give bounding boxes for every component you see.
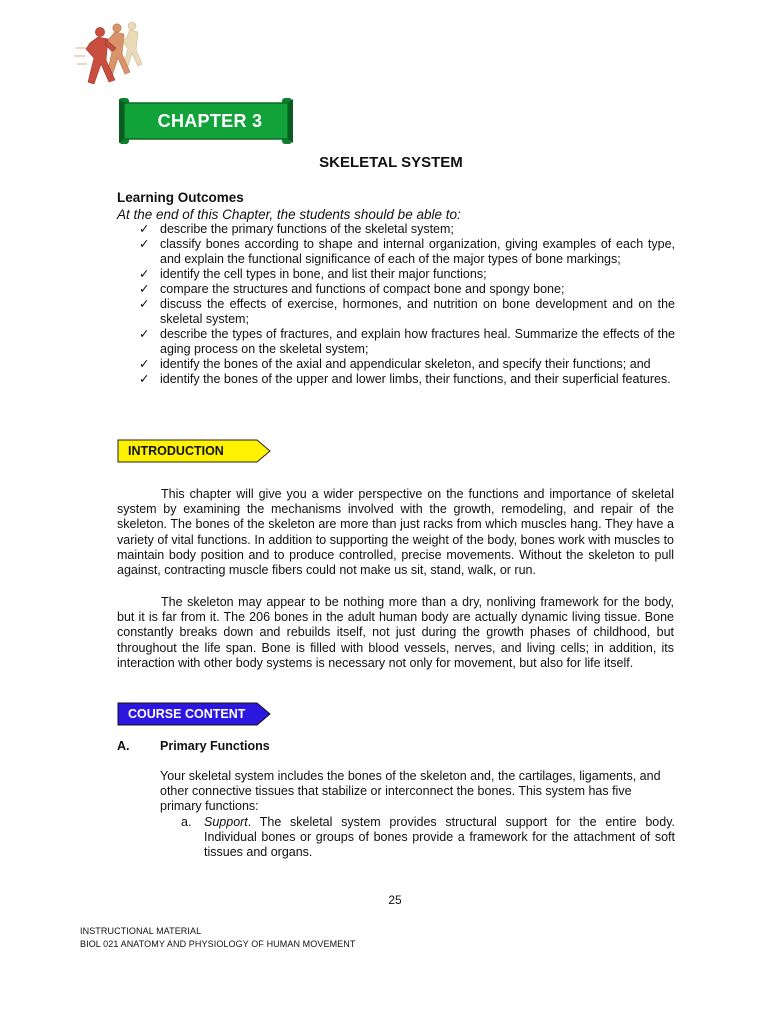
- introduction-tag: [117, 439, 271, 463]
- outcome-text: identify the cell types in bone, and list their major functions;: [160, 267, 487, 281]
- list-item: [139, 357, 675, 372]
- list-item: [139, 372, 675, 387]
- outcome-text: discuss the effects of exercise, hormones, and nutrition on bone development and on the skeletal system;: [160, 297, 675, 326]
- check-mark-icon: ✓: [139, 357, 150, 371]
- section-intro: Your skeletal system includes the bones of the skeleton and, the cartilages, ligaments, and other connective tissues that stabilize or interconnect the bones. This system has five primary functions:: [160, 769, 661, 814]
- course-content-label: COURSE CONTENT: [128, 707, 246, 721]
- list-item: [139, 222, 675, 237]
- page-number: 25: [388, 893, 402, 907]
- chapter-banner: [112, 96, 296, 148]
- function-term: Support: [204, 815, 248, 829]
- section-letter: A.: [117, 739, 130, 753]
- check-mark-icon: ✓: [139, 282, 150, 296]
- check-mark-icon: ✓: [139, 327, 150, 341]
- check-mark-icon: ✓: [139, 297, 150, 311]
- footer-line-1: INSTRUCTIONAL MATERIAL: [80, 926, 202, 936]
- function-item: [181, 815, 675, 861]
- list-item: [139, 297, 675, 327]
- section-title: Primary Functions: [160, 739, 270, 753]
- outcome-text: identify the bones of the upper and lower limbs, their functions, and their superficial features.: [160, 372, 671, 386]
- outcome-text: classify bones according to shape and internal organization, giving examples of each type, and explain the functional significance of each of the major types of bone markings;: [160, 237, 675, 266]
- function-letter: a.: [181, 815, 192, 829]
- check-mark-icon: ✓: [139, 222, 150, 236]
- check-mark-icon: ✓: [139, 372, 150, 386]
- intro-paragraph-2: The skeleton may appear to be nothing more than a dry, nonliving framework for the body, but it is far from it. The 206 bones in the adult human body are actually dynamic living tissue. Bone constantly breaks down and rebuilds itself, not just during the growth phases of childhood, but throughout the life span. Bone is filled with blood vessels, nerves, and living cells; in addition, its interaction with other body systems is necessary not only for movement, but also for life itself.: [117, 595, 674, 670]
- check-mark-icon: ✓: [139, 237, 150, 251]
- outcome-text: compare the structures and functions of compact bone and spongy bone;: [160, 282, 565, 296]
- check-mark-icon: ✓: [139, 267, 150, 281]
- function-description: . The skeletal system provides structural support for the entire body. Individual bones or groups of bones provide a framework for the attachment of soft tissues and organs.: [204, 815, 675, 860]
- list-item: [139, 267, 675, 282]
- outcome-text: identify the bones of the axial and appendicular skeleton, and specify their functions; and: [160, 357, 651, 371]
- outcome-text: describe the primary functions of the skeletal system;: [160, 222, 454, 236]
- list-item: [139, 327, 675, 357]
- course-content-tag: [117, 702, 271, 726]
- learning-outcomes-heading: Learning Outcomes: [117, 190, 244, 205]
- learning-outcomes-list: [139, 222, 675, 387]
- running-figures-logo: [72, 18, 162, 98]
- learning-outcomes-intro: At the end of this Chapter, the students should be able to:: [117, 207, 461, 222]
- function-text: [181, 815, 675, 861]
- outcome-text: describe the types of fractures, and explain how fractures heal. Summarize the effects of the aging process on the skeletal system;: [160, 327, 675, 356]
- page-title: SKELETAL SYSTEM: [319, 154, 463, 171]
- footer-line-2: BIOL 021 ANATOMY AND PHYSIOLOGY OF HUMAN MOVEMENT: [80, 939, 356, 949]
- introduction-label: INTRODUCTION: [128, 444, 224, 458]
- intro-paragraph-1: This chapter will give you a wider perspective on the functions and importance of skeletal system by examining the mechanisms involved with the growth, remodeling, and repair of the skeleton. The bones of the skeleton are more than just racks from which muscles hang. They have a variety of vital functions. In addition to supporting the weight of the body, bones work with muscles to maintain body position and to produce controlled, precise movements. Without the skeleton to pull against, contracting muscle fibers could not make us sit, stand, walk, or run.: [117, 487, 674, 578]
- list-item: [139, 282, 675, 297]
- list-item: [139, 237, 675, 267]
- chapter-label: CHAPTER 3: [157, 110, 263, 131]
